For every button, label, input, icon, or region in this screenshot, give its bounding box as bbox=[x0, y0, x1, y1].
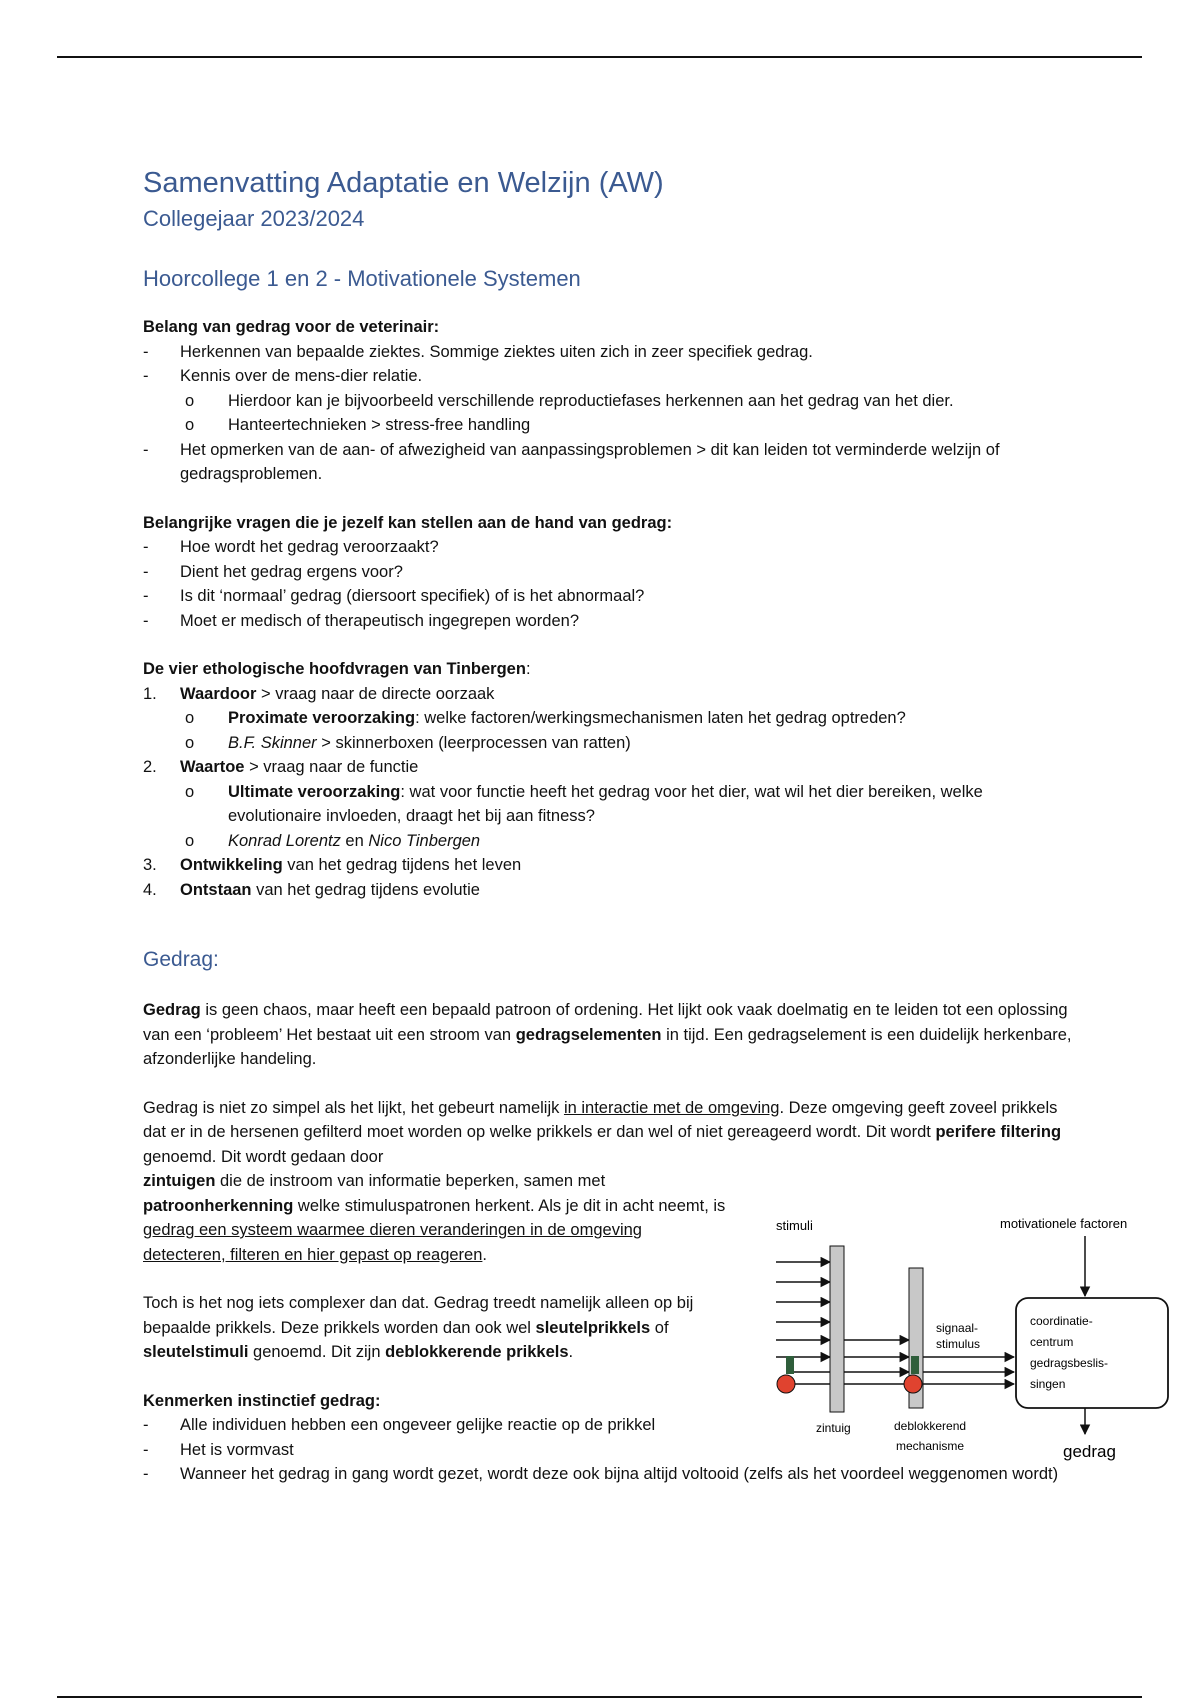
label-gedrag: gedrag bbox=[1063, 1442, 1116, 1461]
sub-list-item bbox=[143, 389, 1073, 414]
text-run: van het gedrag tijdens het leven bbox=[282, 856, 522, 874]
circle-marker: o bbox=[185, 733, 195, 752]
top-rule bbox=[57, 56, 1142, 58]
text-run: : wat voor functie heeft het gedrag voor het dier, wat wil het dier bereiken, welke evolutionaire invloeden, draagt het bij aan fitness? bbox=[228, 782, 983, 825]
tinbergen-heading bbox=[143, 657, 1073, 682]
label-motivationele-factoren: motivationele factoren bbox=[1000, 1216, 1128, 1231]
sub-list-item bbox=[143, 780, 1073, 829]
vragen-heading: Belangrijke vragen die je jezelf kan stellen aan de hand van gedrag: bbox=[143, 513, 673, 532]
circle-marker: o bbox=[185, 782, 195, 801]
list-item bbox=[143, 364, 1073, 389]
list-item-text: Moet er medisch of therapeutisch ingegrepen worden? bbox=[180, 611, 579, 630]
diagram-svg bbox=[768, 1212, 1178, 1462]
list-item-text bbox=[180, 755, 1073, 780]
text-run: en bbox=[340, 831, 369, 850]
bold-term: sleutelprikkels bbox=[535, 1318, 651, 1337]
circle-marker: o bbox=[185, 831, 195, 850]
text-run: of bbox=[650, 1318, 669, 1337]
label-centrum-4: singen bbox=[1030, 1377, 1066, 1391]
bold-term: zintuigen bbox=[143, 1172, 216, 1190]
label-centrum-2: centrum bbox=[1030, 1335, 1074, 1349]
kenmerken-heading: Kenmerken instinctief gedrag: bbox=[143, 1391, 381, 1410]
text-run: welke stimuluspatronen herkent. Als je dit in acht neemt, is bbox=[293, 1196, 726, 1215]
text-run: . Deze omgeving geeft zoveel prikkels dat er in de hersenen gefilterd moet worden op welke prikkels er dan wel of niet gereageerd wordt. Dit wordt bbox=[143, 1098, 1058, 1141]
list-item-text: Het is vormvast bbox=[180, 1440, 294, 1459]
list-item-text: Kennis over de mens-dier relatie. bbox=[180, 367, 423, 385]
wrapped-text bbox=[143, 1169, 728, 1267]
number-marker: 4. bbox=[143, 880, 157, 899]
dash-marker: - bbox=[143, 1416, 149, 1434]
section-heading-hoorcollege: Hoorcollege 1 en 2 - Motivationele Systemen bbox=[143, 266, 581, 291]
circle-marker: o bbox=[185, 391, 195, 410]
label-zintuig: zintuig bbox=[816, 1421, 851, 1435]
circle-marker: o bbox=[185, 709, 195, 727]
dash-marker: - bbox=[143, 1465, 149, 1483]
number-marker: 1. bbox=[143, 684, 157, 703]
numbered-item bbox=[143, 853, 1073, 878]
dash-marker: - bbox=[143, 611, 149, 630]
list-item-text bbox=[180, 853, 1073, 878]
list-item-text: Dient het gedrag ergens voor? bbox=[180, 562, 403, 581]
list-item bbox=[143, 1462, 1073, 1487]
bold-term: Waardoor bbox=[180, 684, 257, 703]
text-run: > skinnerboxen (leerprocessen van ratten) bbox=[316, 733, 631, 752]
label-stimulus: stimulus bbox=[936, 1337, 981, 1351]
sub-list-item bbox=[143, 829, 1073, 854]
list-item bbox=[143, 438, 1073, 487]
list-item bbox=[143, 609, 1073, 634]
zintuig-filter bbox=[830, 1246, 844, 1412]
dash-marker: - bbox=[143, 367, 149, 385]
list-item-text: Is dit ‘normaal’ gedrag (diersoort specifiek) of is het abnormaal? bbox=[180, 587, 645, 605]
list-item-text: Wanneer het gedrag in gang wordt gezet, wordt deze ook bijna altijd voltooid (zelfs als het voordeel weggenomen wordt) bbox=[180, 1465, 1059, 1483]
italic-name: Nico Tinbergen bbox=[368, 831, 481, 850]
dash-marker: - bbox=[143, 587, 149, 605]
vragen-block bbox=[143, 511, 1073, 634]
list-item-text bbox=[228, 780, 1073, 829]
list-item-text bbox=[180, 878, 1073, 903]
list-item-text bbox=[228, 829, 1073, 854]
text-run: > vraag naar de directe oorzaak bbox=[256, 684, 495, 703]
bold-term: Ultimate veroorzaking bbox=[228, 782, 401, 801]
text-run: . bbox=[568, 1343, 574, 1361]
tinbergen-block bbox=[143, 657, 1073, 902]
bottom-rule bbox=[57, 1696, 1142, 1698]
list-item-text: Hanteertechnieken > stress-free handling bbox=[228, 416, 531, 434]
numbered-item bbox=[143, 755, 1073, 780]
bold-term: perifere filtering bbox=[935, 1123, 1062, 1141]
sub-list-item bbox=[143, 413, 1073, 438]
dash-marker: - bbox=[143, 342, 149, 361]
text-run: genoemd. Dit zijn bbox=[248, 1343, 386, 1361]
underlined-text: gedrag een systeem waarmee dieren veranderingen in de omgeving detecteren, filteren en hier gepast op reageren bbox=[143, 1221, 642, 1264]
numbered-item bbox=[143, 682, 1073, 707]
label-stimuli: stimuli bbox=[776, 1218, 813, 1233]
dash-marker: - bbox=[143, 440, 149, 459]
text-run: is geen chaos, maar heeft een bepaald patroon of ordening. Het lijkt ook vaak doelmatig en te leiden tot een oplossing van een ‘probleem’ Het bestaat uit een stroom van bbox=[143, 1001, 1068, 1044]
sub-list-item bbox=[143, 706, 1073, 731]
list-item bbox=[143, 584, 1073, 609]
dash-marker: - bbox=[143, 562, 149, 581]
tinbergen-heading-colon: : bbox=[525, 660, 531, 678]
text-run: genoemd. Dit wordt gedaan door bbox=[143, 1147, 384, 1166]
number-marker: 2. bbox=[143, 758, 157, 776]
list-item bbox=[143, 535, 1073, 560]
bold-term: gedragselementen bbox=[515, 1025, 662, 1044]
green-block-marker bbox=[911, 1356, 919, 1374]
text-run: in tijd. Een gedragselement is een duidelijk herkenbare, afzonderlijke handeling. bbox=[143, 1025, 1072, 1068]
list-item-text: Het opmerken van de aan- of afwezigheid van aanpassingsproblemen > dit kan leiden tot verminderde welzijn of gedragsproblemen. bbox=[180, 440, 1000, 483]
bold-term: Proximate veroorzaking bbox=[228, 709, 416, 727]
sub-list-item bbox=[143, 731, 1073, 756]
green-block-marker bbox=[786, 1356, 794, 1374]
numbered-item bbox=[143, 878, 1073, 903]
list-item-text: Alle individuen hebben een ongeveer gelijke reactie op de prikkel bbox=[180, 1416, 656, 1434]
label-signaal: signaal- bbox=[936, 1321, 979, 1335]
list-item bbox=[143, 340, 1073, 365]
label-centrum-3: gedragsbeslis- bbox=[1030, 1356, 1109, 1370]
bold-term: Ontstaan bbox=[180, 880, 252, 899]
list-item-text: Hierdoor kan je bijvoorbeeld verschillende reproductiefases herkennen aan het gedrag van het dier. bbox=[228, 391, 954, 410]
dash-marker: - bbox=[143, 538, 149, 556]
underlined-text: in interactie met de omgeving bbox=[563, 1098, 780, 1117]
bold-term: Waartoe bbox=[180, 758, 245, 776]
gedrag-paragraph-1 bbox=[143, 998, 1073, 1072]
gedrag-paragraph-3 bbox=[143, 1291, 743, 1365]
text-run: Gedrag is niet zo simpel als het lijkt, het gebeurt namelijk bbox=[143, 1098, 564, 1117]
list-item bbox=[143, 560, 1073, 585]
bold-term: Ontwikkeling bbox=[180, 856, 283, 874]
belang-heading: Belang van gedrag voor de veterinair: bbox=[143, 318, 440, 336]
bold-term: patroonherkenning bbox=[143, 1196, 294, 1215]
text-run: : welke factoren/werkingsmechanismen laten het gedrag optreden? bbox=[415, 709, 906, 727]
number-marker: 3. bbox=[143, 856, 157, 874]
behavior-diagram bbox=[768, 1212, 1178, 1462]
label-centrum-1: coordinatie- bbox=[1030, 1314, 1093, 1328]
list-item-text: Hoe wordt het gedrag veroorzaakt? bbox=[180, 538, 439, 556]
label-mechanisme: mechanisme bbox=[896, 1439, 965, 1453]
italic-name: B.F. Skinner bbox=[228, 733, 317, 752]
bold-term: Gedrag bbox=[143, 1001, 201, 1019]
list-item-text bbox=[228, 731, 1073, 756]
text-run: van het gedrag tijdens evolutie bbox=[251, 880, 480, 899]
text-run: > vraag naar de functie bbox=[244, 758, 419, 776]
bold-term: deblokkerende prikkels bbox=[385, 1343, 569, 1361]
list-item-text: Herkennen van bepaalde ziektes. Sommige ziektes uiten zich in zeer specifiek gedrag. bbox=[180, 342, 813, 361]
document-subtitle: Collegejaar 2023/2024 bbox=[143, 206, 365, 231]
red-stimulus-dot bbox=[904, 1375, 922, 1393]
bold-term: sleutelstimuli bbox=[143, 1343, 249, 1361]
list-item-text bbox=[228, 706, 1073, 731]
gedrag-heading: Gedrag: bbox=[143, 948, 219, 971]
label-deblokkerend: deblokkerend bbox=[894, 1419, 967, 1433]
list-item-text bbox=[180, 682, 1073, 707]
document-title: Samenvatting Adaptatie en Welzijn (AW) bbox=[143, 167, 664, 199]
text-run: . bbox=[482, 1245, 487, 1264]
circle-marker: o bbox=[185, 416, 195, 434]
tinbergen-heading-text: De vier ethologische hoofdvragen van Tinbergen bbox=[143, 660, 526, 678]
text-run: Toch is het nog iets complexer dan dat. Gedrag treedt namelijk alleen op bij bepaalde prikkels. Deze prikkels worden dan ook wel bbox=[143, 1294, 694, 1337]
belang-block bbox=[143, 315, 1073, 487]
red-stimulus-dot bbox=[777, 1375, 795, 1393]
italic-name: Konrad Lorentz bbox=[228, 831, 341, 850]
text-run: die de instroom van informatie beperken, samen met bbox=[215, 1172, 606, 1190]
dash-marker: - bbox=[143, 1440, 149, 1459]
